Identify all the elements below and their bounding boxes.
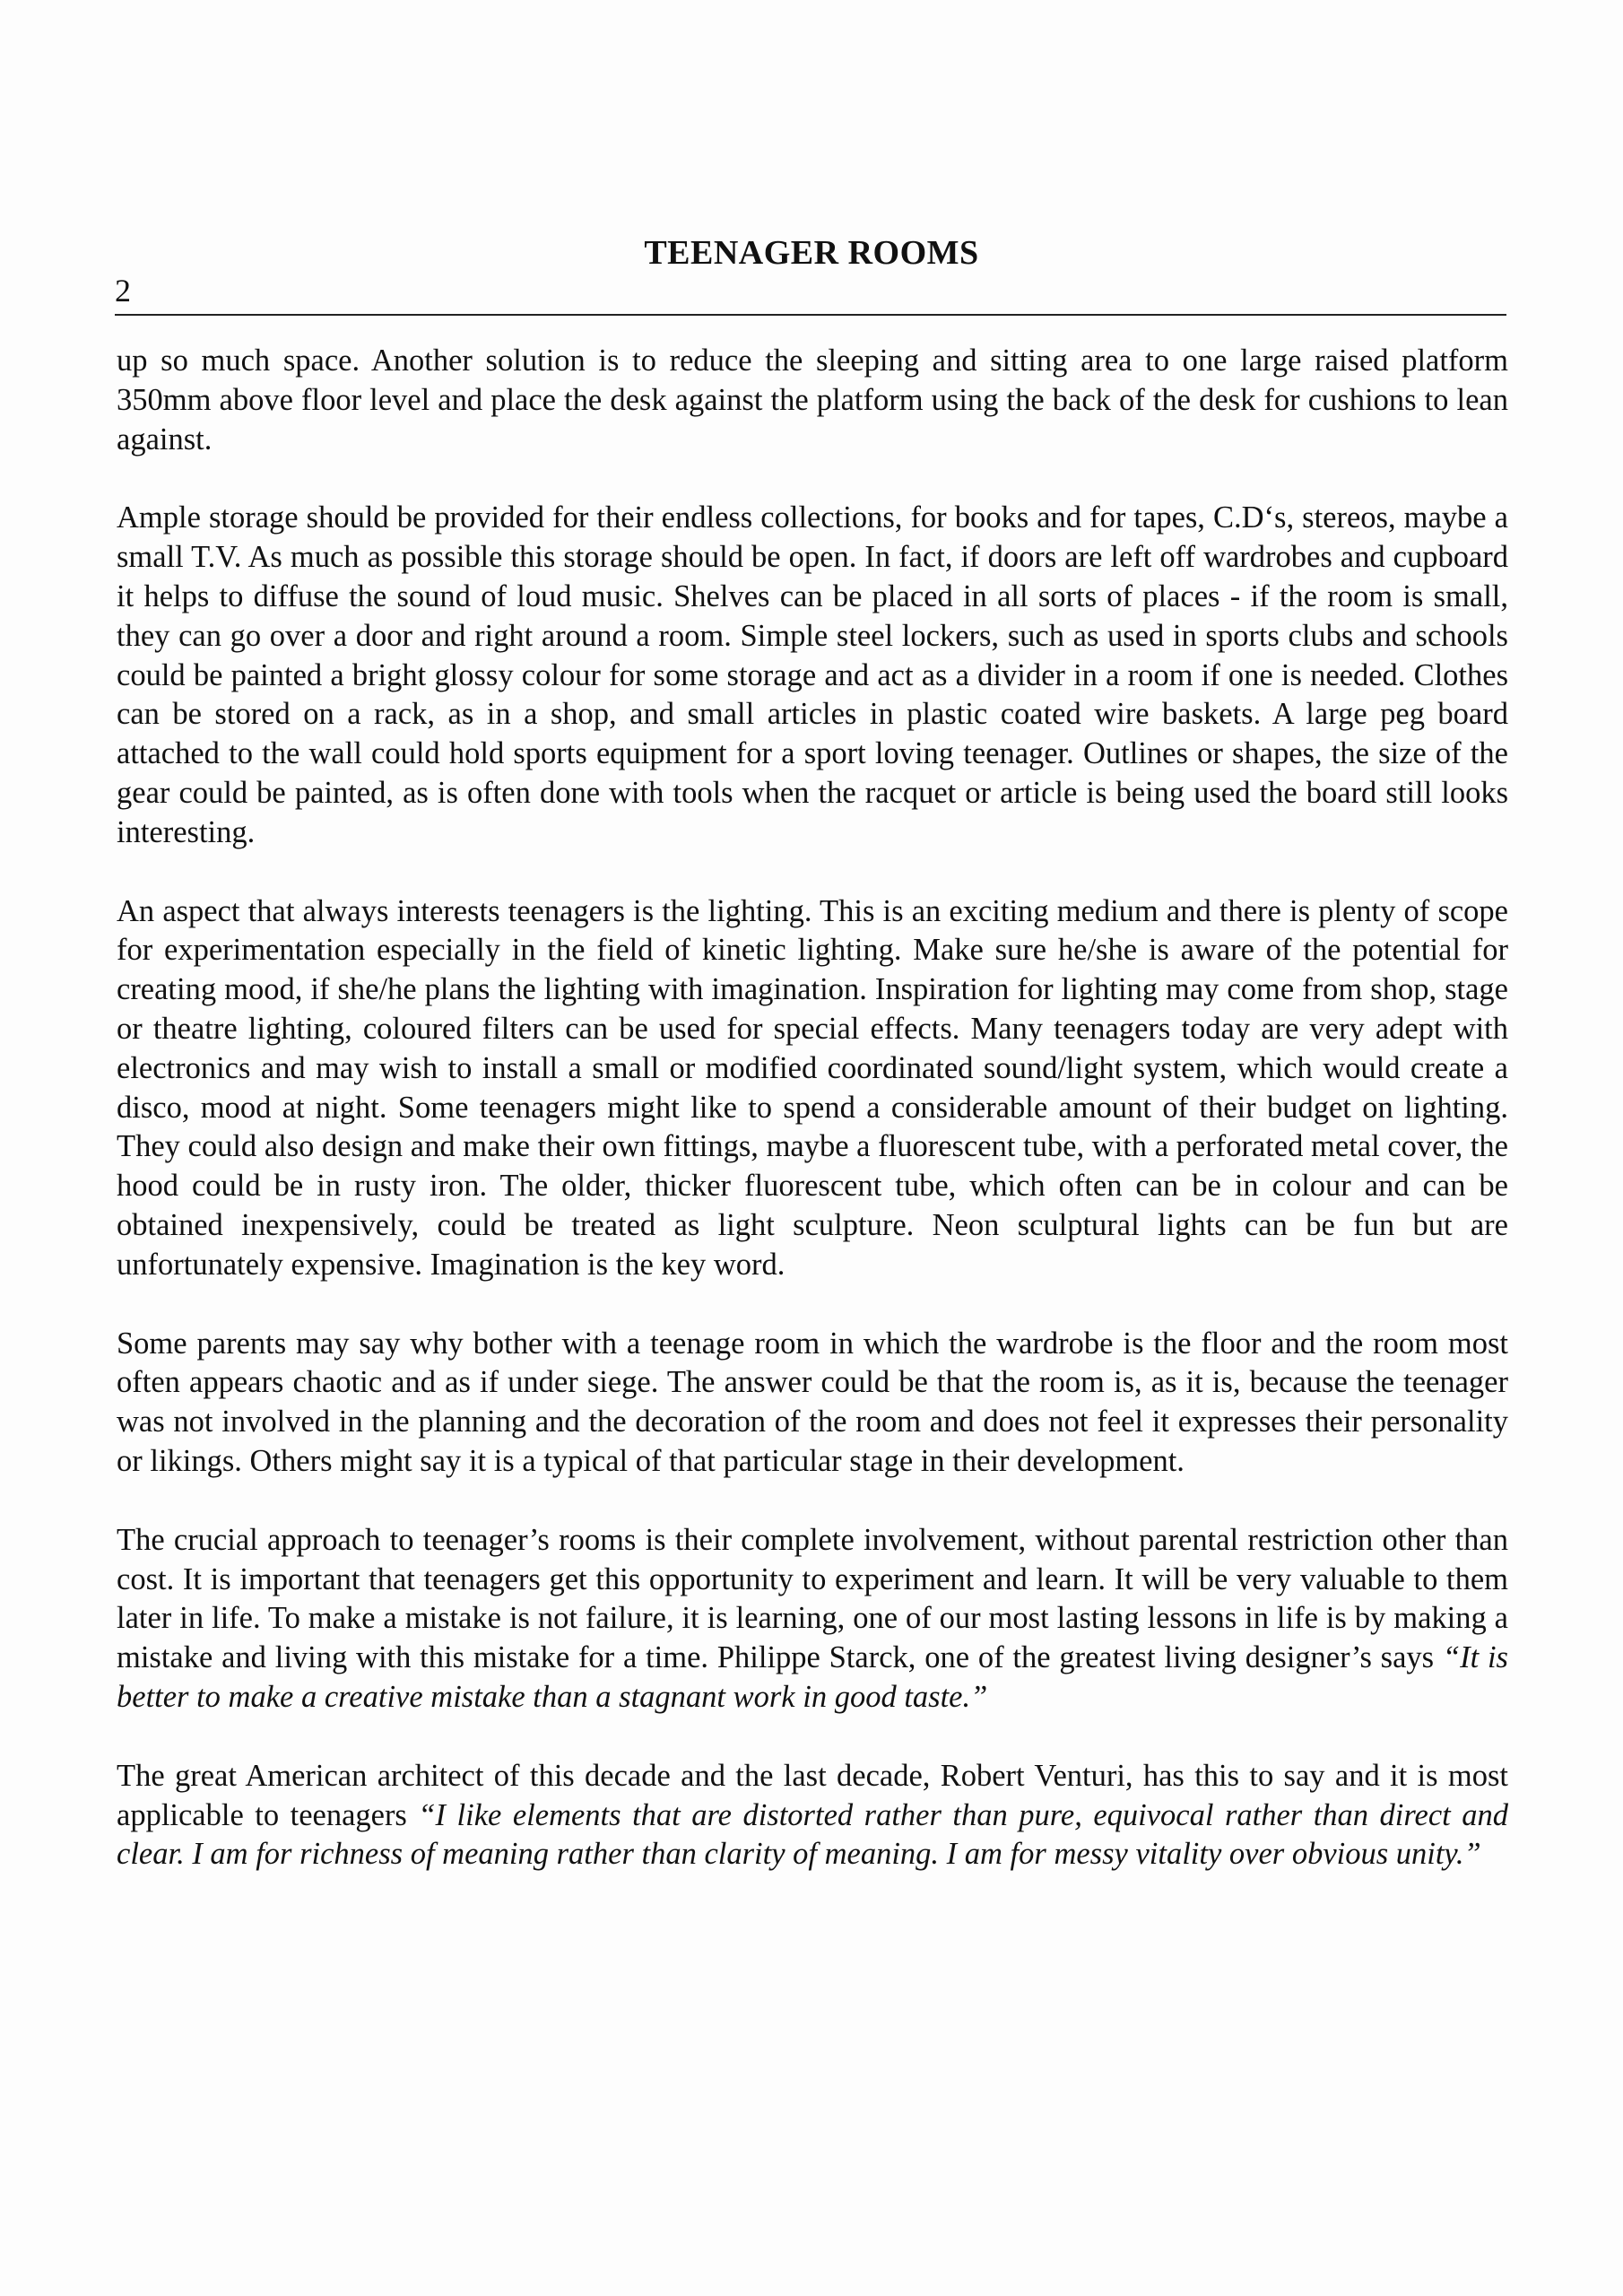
running-title: TEENAGER ROOMS <box>644 234 979 272</box>
paragraph-1 <box>117 342 1508 459</box>
paragraph-1-text: up so much space. Another solution is to reduce the sleeping and sitting area to one large raised platform 350mm above floor level and place the desk against the platform using the back of the desk for cushions to lean against. <box>117 344 1508 457</box>
paragraph-4 <box>117 1325 1508 1482</box>
paragraph-4-text: Some parents may say why bother with a teenage room in which the wardrobe is the floor and the room most often appears chaotic and as if under siege. The answer could be that the room is, as it is, because the teenager was not involved in the planning and the decoration of the room and does not feel it expresses their personality or likings. Others might say it is a typical of that particular stage in their development. <box>117 1326 1508 1478</box>
paragraph-2-text: Ample storage should be provided for their endless collections, for books and for tapes, C.D‘s, stereos, maybe a small T.V. As much as possible this storage should be open. In fact, if doors are left off wardrobes and cupboard it helps to diffuse the sound of loud music. Shelves can be placed in all sorts of places - if the room is small, they can go over a door and right around a room. Simple steel lockers, such as used in sports clubs and schools could be painted a bright glossy colour for some storage and act as a divider in a room if one is needed. Clothes can be stored on a rack, as in a shop, and small articles in plastic coated wire baskets. A large peg board attached to the wall could hold sports equipment for a sport loving teenager. Outlines or shapes, the size of the gear could be painted, as is often done with tools when the racquet or article is being used the board still looks interesting. <box>117 500 1508 849</box>
page-number: 2 <box>115 273 131 309</box>
paragraph-5-text: The crucial approach to teenager’s rooms is their complete involvement, without parental restriction other than cost. It is important that teenagers get this opportunity to experiment and learn. It will be very valuable to them later in life. To make a mistake is not failure, it is learning, one of our most lasting lessons in life is by making a mistake and living with this mistake for a time. Philippe Starck, one of the greatest living designer’s says <box>117 1522 1508 1675</box>
paragraph-6 <box>117 1757 1508 1874</box>
paragraph-3-text: An aspect that always interests teenagers is the lighting. This is an exciting medium and there is plenty of scope for experimentation especially in the field of kinetic lighting. Make sure he/she is aware of the potential for creating mood, if she/he plans the lighting with imagination. Inspiration for lighting may come from shop, stage or theatre lighting, coloured filters can be used for special effects. Many teenagers today are very adept with electronics and may wish to install a small or modified coordinated sound/light system, which would create a disco, mood at night. Some teenagers might like to spend a considerable amount of their budget on lighting. They could also design and make their own fittings, maybe a fluorescent tube, with a perforated metal cover, the hood could be in rusty iron. The older, thicker fluorescent tube, which often can be in colour and can be obtained inexpensively, could be treated as light sculpture. Neon sculptural lights can be fun but are unfortunately expensive. Imagination is the key word. <box>117 893 1508 1282</box>
paragraph-2 <box>117 499 1508 852</box>
venturi-quote: “I like elements that are distorted rather than pure, equivocal rather than direct and clear. I am for richness of meaning rather than clarity of meaning. I am for messy vitality over obvious unity.” <box>117 1797 1509 1872</box>
starck-quote: “It is better to make a creative mistake than a stagnant work in good taste.” <box>117 1640 1508 1714</box>
paragraph-3 <box>117 892 1508 1285</box>
header-rule <box>115 314 1506 316</box>
paragraph-5 <box>117 1521 1508 1718</box>
body-text <box>117 342 1508 1914</box>
paragraph-6-text: The great American architect of this decade and the last decade, Robert Venturi, has this to say and it is most applicable to teenagers <box>117 1758 1508 1832</box>
